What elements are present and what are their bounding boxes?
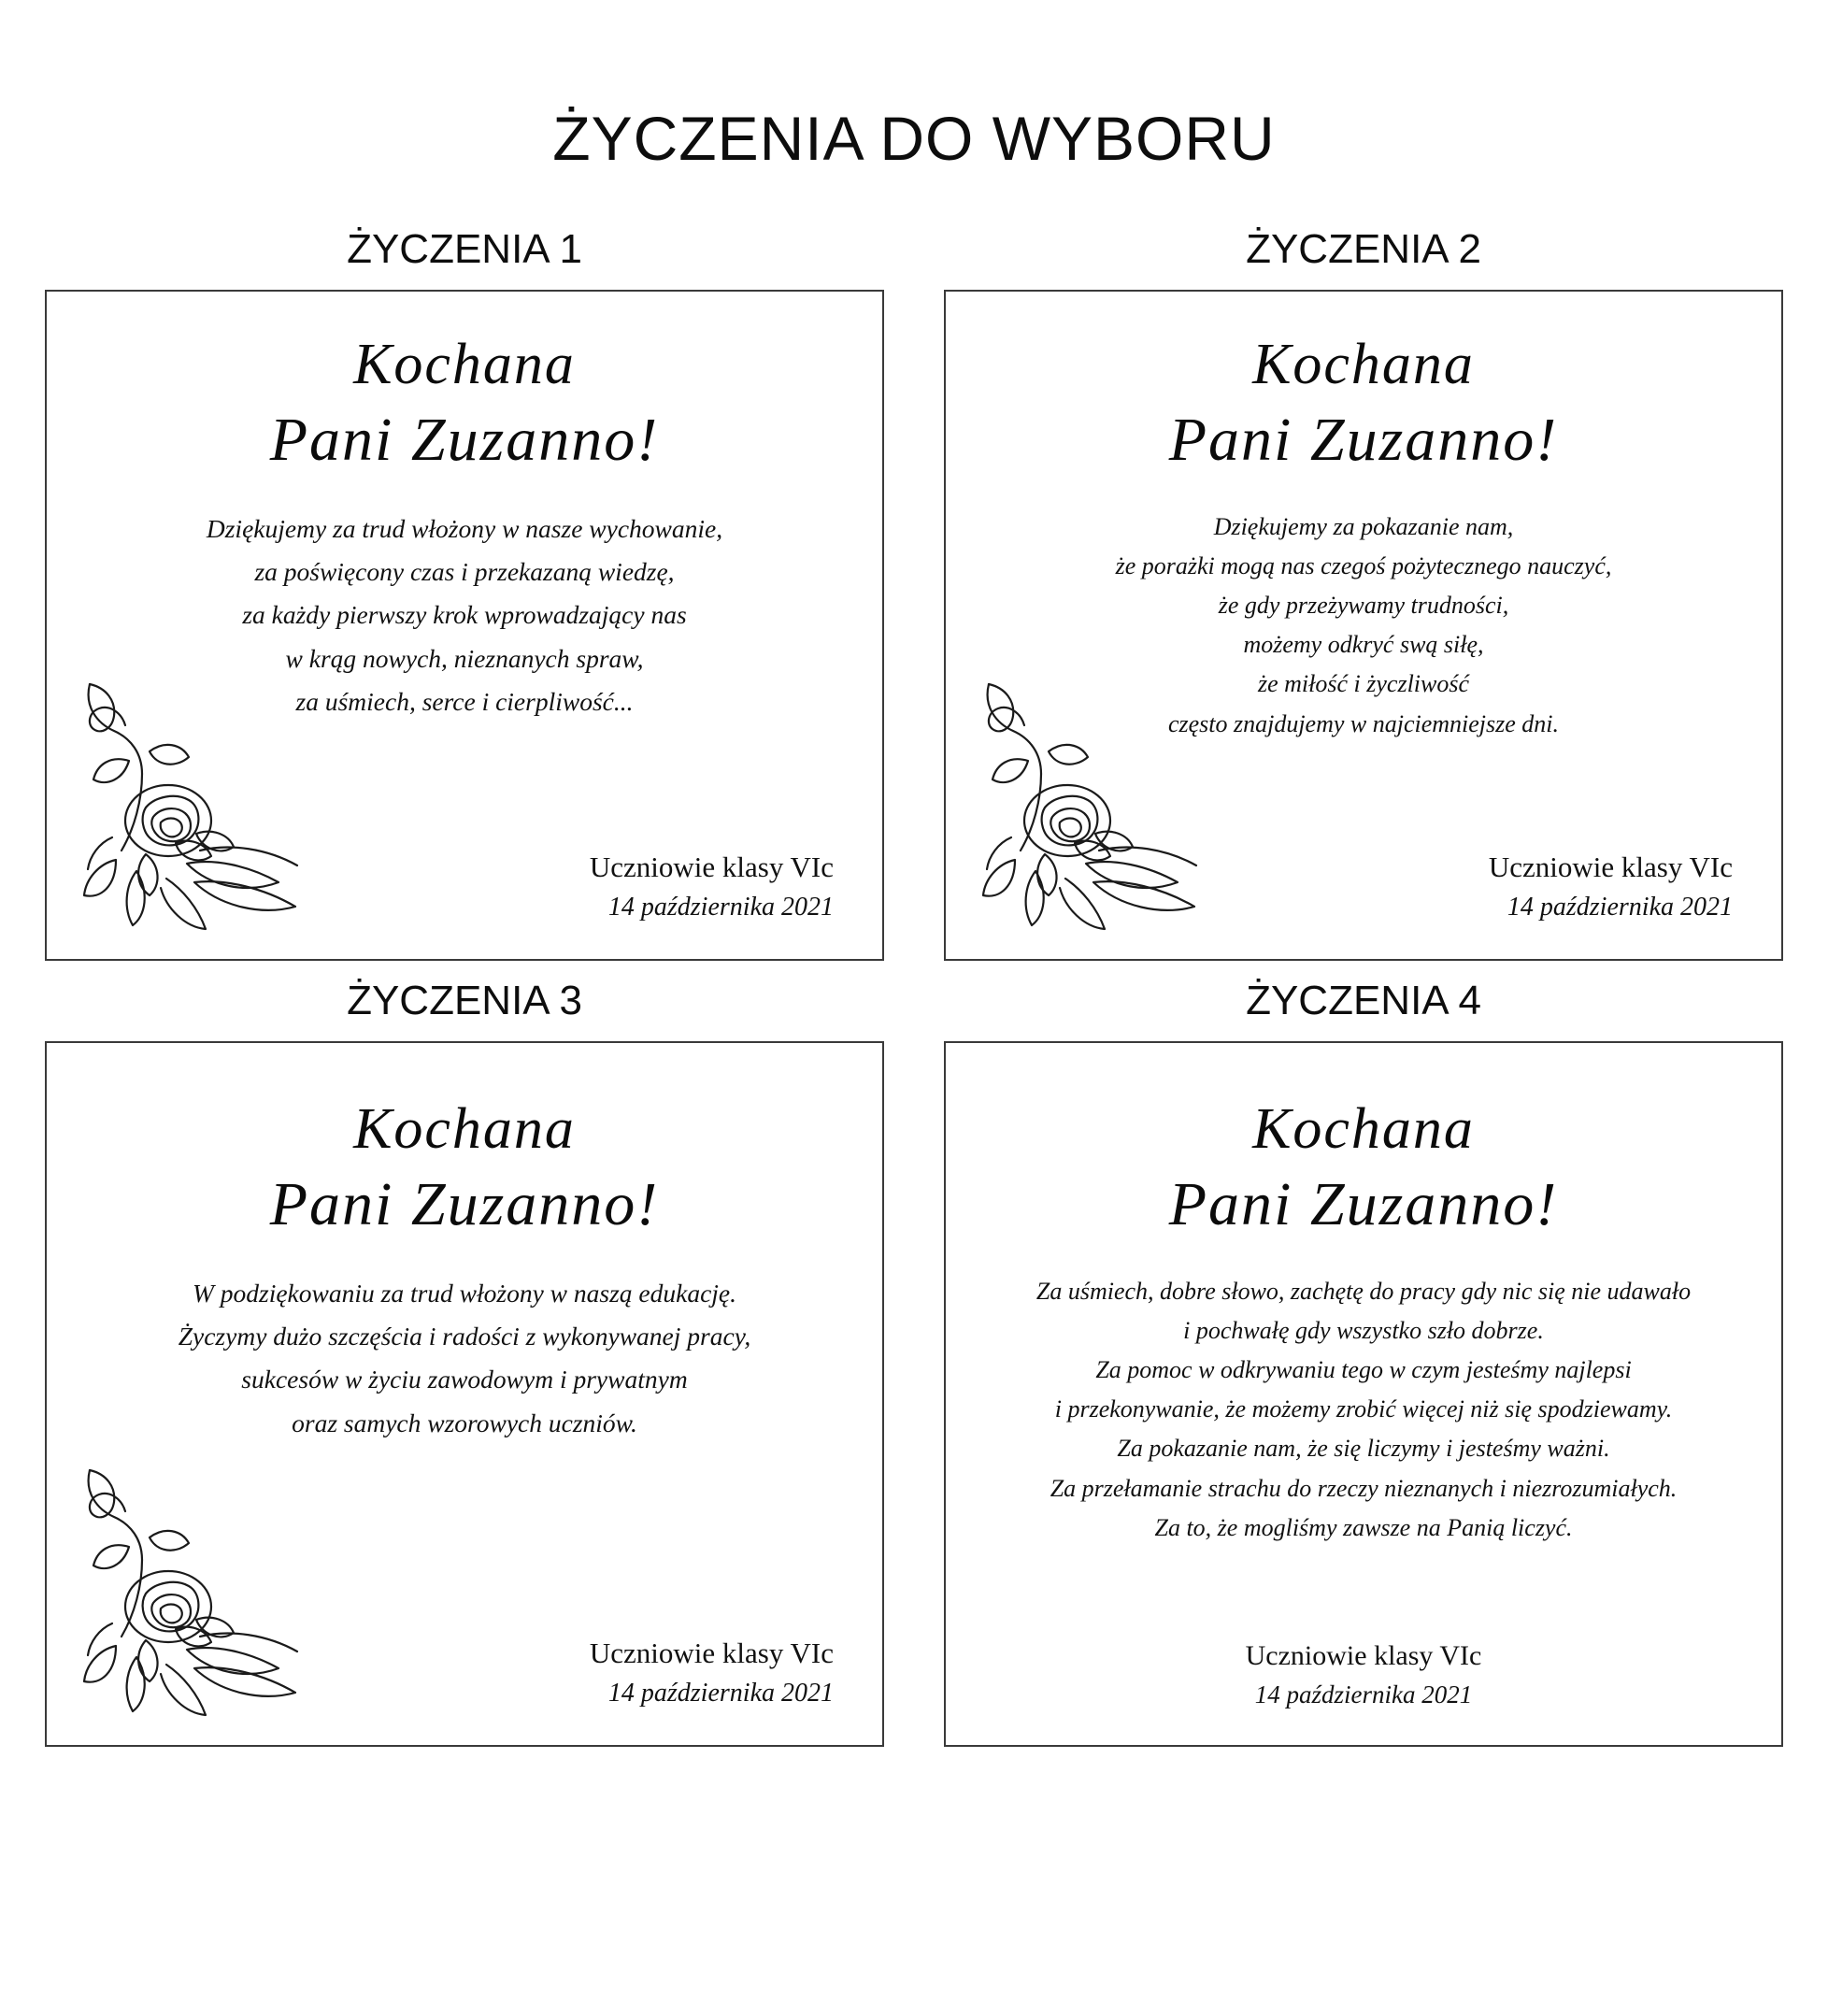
wish-text-line: Dziękujemy za trud włożony w nasze wychowanie, — [206, 513, 723, 543]
wish-text — [994, 1272, 1733, 1548]
wish-text-line: Dziękujemy za pokazanie nam, — [1213, 512, 1514, 540]
salutation-line-1: Kochana — [1252, 333, 1475, 396]
signature-block — [95, 1633, 834, 1713]
wish-text-line: Za pokazanie nam, że się liczymy i jesteśmy ważni. — [1117, 1435, 1610, 1463]
salutation — [994, 1099, 1733, 1240]
wish-card-2 — [936, 226, 1791, 961]
wish-text-line: Za przełamanie strachu do rzeczy nieznanych i niezrozumiałych. — [1050, 1474, 1678, 1502]
signature-author: Uczniowie klasy VIc — [1245, 1640, 1482, 1672]
wish-text — [95, 508, 834, 723]
wish-card-4 — [936, 978, 1791, 1747]
signature-date: 14 października 2021 — [1254, 1680, 1473, 1709]
wish-card-1-content — [47, 292, 882, 959]
wish-text-line: Życzymy dużo szczęścia i radości z wykonywanej pracy, — [178, 1322, 751, 1351]
wish-text-line: W podziękowaniu za trud włożony w naszą edukację. — [192, 1278, 737, 1308]
wish-card-4-content — [946, 1043, 1781, 1745]
signature-block — [95, 847, 834, 927]
wish-card-3 — [37, 978, 892, 1747]
wish-text-line: Za to, że mogliśmy zawsze na Panią liczyć. — [1154, 1513, 1573, 1541]
salutation-line-2: Pani Zuzanno! — [1168, 1170, 1559, 1239]
wish-card-1-heading: ŻYCZENIA 1 — [347, 226, 582, 272]
salutation-line-2: Pani Zuzanno! — [269, 1170, 660, 1239]
signature-author: Uczniowie klasy VIc — [1488, 851, 1733, 884]
wish-card-1 — [37, 226, 892, 961]
salutation-line-2: Pani Zuzanno! — [1168, 406, 1559, 475]
wish-card-3-heading: ŻYCZENIA 3 — [347, 978, 582, 1023]
wish-card-2-content — [946, 292, 1781, 959]
wish-card-4-body — [944, 1041, 1783, 1747]
signature-date: 14 października 2021 — [607, 1679, 834, 1709]
wish-text-line: że miłość i życzliwość — [1257, 670, 1470, 698]
salutation-line-2: Pani Zuzanno! — [269, 406, 660, 475]
wish-text-line: za każdy pierwszy krok wprowadzający nas — [242, 600, 687, 630]
signature-block — [994, 1636, 1733, 1713]
salutation — [994, 335, 1733, 476]
salutation — [95, 1099, 834, 1240]
signature-date: 14 października 2021 — [607, 893, 834, 922]
wish-card-1-body — [45, 290, 884, 961]
wish-text-line: Za pomoc w odkrywaniu tego w czym jesteśmy najlepsi — [1095, 1356, 1632, 1384]
wish-text-line: Za uśmiech, dobre słowo, zachętę do pracy gdy nic się nie udawało — [1035, 1277, 1692, 1305]
wish-card-3-body — [45, 1041, 884, 1747]
wish-text — [95, 1272, 834, 1445]
signature-date: 14 października 2021 — [1507, 893, 1733, 922]
wish-text-line: i pochwałę gdy wszystko szło dobrze. — [1183, 1317, 1544, 1345]
wish-text-line: za poświęcony czas i przekazaną wiedzę, — [254, 557, 675, 587]
signature-block — [994, 847, 1733, 927]
signature-author: Uczniowie klasy VIc — [589, 1637, 834, 1670]
wish-text — [994, 508, 1733, 744]
document-page — [0, 103, 1828, 2016]
wish-text-line: za uśmiech, serce i cierpliwość... — [295, 686, 634, 716]
wish-text-line: często znajdujemy w najciemniejsze dni. — [1167, 709, 1560, 737]
wish-text-line: i przekonywanie, że możemy zrobić więcej niż się spodziewamy. — [1054, 1395, 1673, 1423]
salutation-line-1: Kochana — [1252, 1097, 1475, 1161]
wish-card-2-heading: ŻYCZENIA 2 — [1246, 226, 1481, 272]
wish-text-line: że gdy przeżywamy trudności, — [1218, 592, 1509, 620]
wish-card-2-body — [944, 290, 1783, 961]
wish-text-line: sukcesów w życiu zawodowym i prywatnym — [241, 1365, 688, 1394]
salutation-line-1: Kochana — [353, 1097, 576, 1161]
wishes-grid — [37, 226, 1791, 1747]
wish-text-line: w krąg nowych, nieznanych spraw, — [285, 643, 644, 673]
page-title: ŻYCZENIA DO WYBORU — [552, 104, 1276, 173]
wish-card-3-content — [47, 1043, 882, 1745]
salutation-line-1: Kochana — [353, 333, 576, 396]
wish-text-line: możemy odkryć swą siłę, — [1243, 631, 1484, 659]
wish-text-line: że porażki mogą nas czegoś pożytecznego nauczyć, — [1115, 552, 1612, 580]
salutation — [95, 335, 834, 476]
signature-author: Uczniowie klasy VIc — [589, 851, 834, 884]
wish-card-4-heading: ŻYCZENIA 4 — [1246, 978, 1481, 1023]
wish-text-line: oraz samych wzorowych uczniów. — [292, 1408, 637, 1437]
